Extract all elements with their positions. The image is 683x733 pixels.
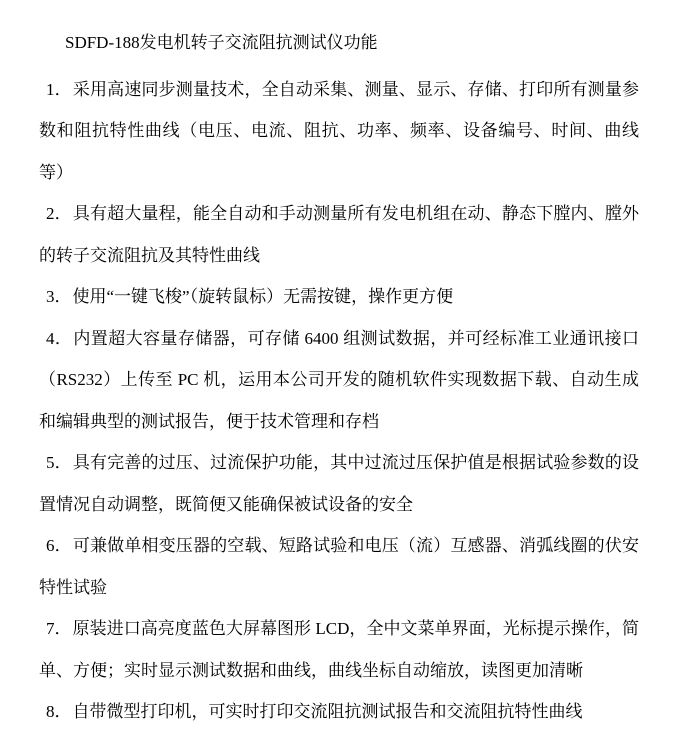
item-number: 5． [46, 453, 72, 472]
item-text: 内置超大容量存储器，可存储 6400 组测试数据，并可经标准工业通讯接口（RS232）上传至 PC 机，运用本公司开发的随机软件实现数据下载、自动生成和编辑典型的测试报告，便于技术管理和存档 [39, 328, 640, 431]
item-number: 3． [46, 287, 72, 306]
item-text: 具有完善的过压、过流保护功能，其中过流过压保护值是根据试验参数的设置情况自动调整，既简便又能确保被试设备的安全 [39, 453, 640, 514]
item-number: 8． [46, 702, 72, 721]
item-text: 采用高速同步测量技术，全自动采集、测量、显示、存储、打印所有测量参数和阻抗特性曲线（电压、电流、阻抗、功率、频率、设备编号、时间、曲线等） [39, 79, 640, 182]
item-text: 自带微型打印机，可实时打印交流阻抗测试报告和交流阻抗特性曲线 [72, 702, 583, 721]
feature-item-7 [39, 608, 639, 691]
feature-item-3 [39, 276, 639, 318]
item-text: 原装进口高亮度蓝色大屏幕图形 LCD，全中文菜单界面，光标提示操作，简单、方便；实时显示测试数据和曲线，曲线坐标自动缩放，读图更加清晰 [39, 619, 640, 680]
item-number: 4． [46, 328, 73, 348]
document-title: SDFD-188发电机转子交流阻抗测试仪功能 [65, 33, 378, 52]
item-number: 1． [46, 79, 72, 99]
feature-item-5 [39, 442, 639, 525]
item-number: 2． [46, 204, 72, 223]
item-text: 使用“一键飞梭”（旋转鼠标）无需按键，操作更方便 [72, 287, 454, 306]
feature-item-2 [39, 193, 639, 276]
feature-item-8 [39, 691, 639, 733]
item-text: 可兼做单相变压器的空载、短路试验和电压（流）互感器、消弧线圈的伏安特性试验 [39, 536, 640, 597]
item-number: 6． [46, 536, 72, 555]
feature-item-4 [39, 318, 639, 443]
feature-item-6 [39, 525, 639, 608]
item-text: 具有超大量程，能全自动和手动测量所有发电机组在动、静态下膛内、膛外的转子交流阻抗及其特性曲线 [39, 204, 640, 265]
feature-item-1 [39, 69, 639, 194]
item-number: 7． [46, 619, 72, 638]
